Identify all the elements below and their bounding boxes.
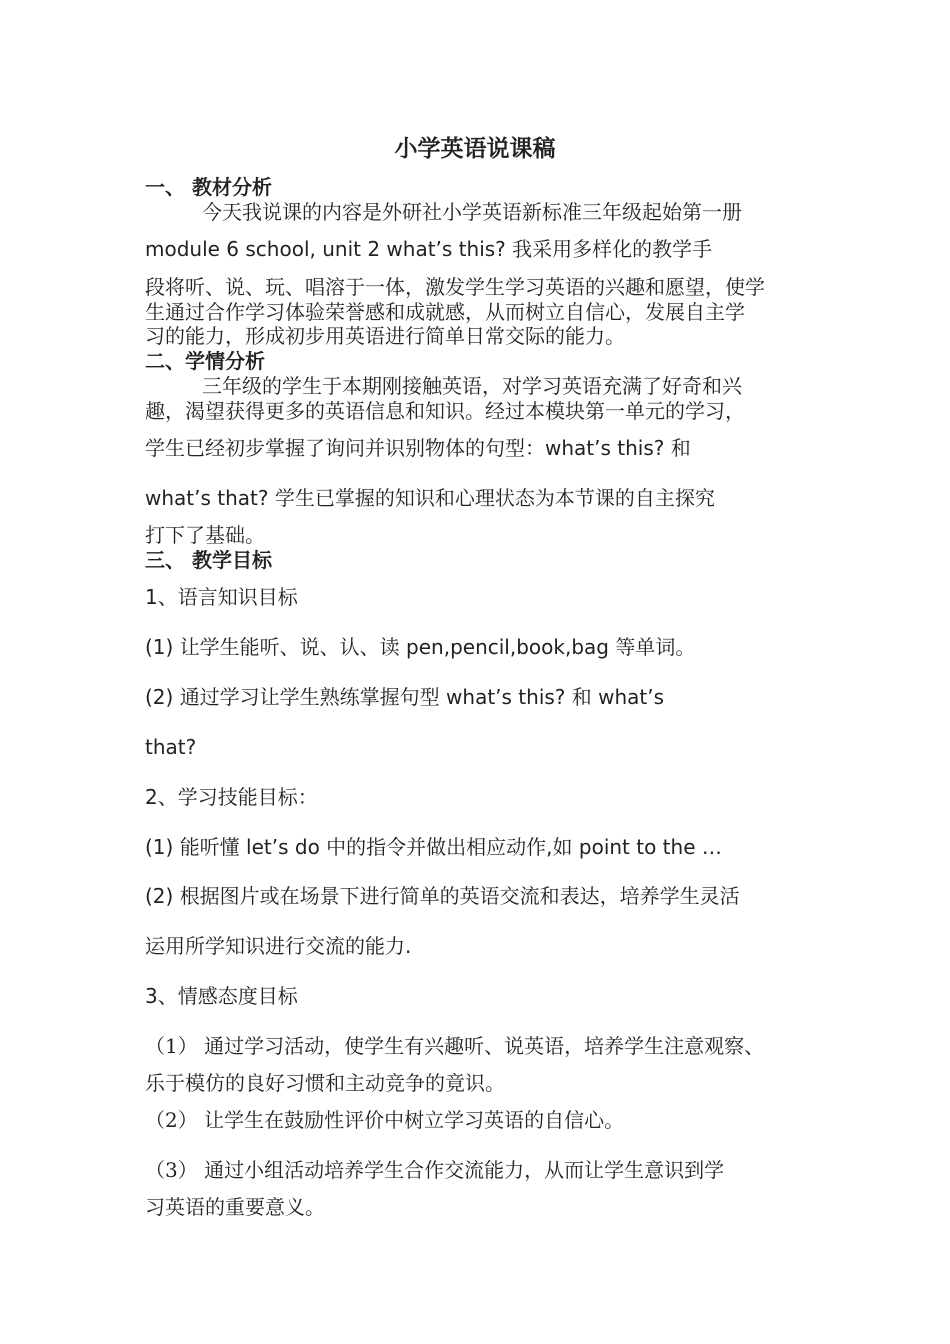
paragraph-line: 学生已经初步掌握了询问并识别物体的句型：what’s this? 和 bbox=[145, 436, 691, 460]
objective-line: that? bbox=[145, 735, 197, 759]
paragraph-line: 趣，渴望获得更多的英语信息和知识。经过本模块第一单元的学习， bbox=[145, 399, 745, 423]
section-heading-learner-analysis: 二、学情分析 bbox=[145, 349, 265, 373]
paragraph-line: 打下了基础。 bbox=[145, 523, 265, 547]
paragraph-line: 段将听、说、玩、唱溶于一体，激发学生学习英语的兴趣和愿望，使学 bbox=[145, 275, 765, 299]
objective-line: (1) 让学生能听、说、认、读 pen,pencil,book,bag 等单词。 bbox=[145, 635, 696, 659]
objective-line: 3、情感态度目标 bbox=[145, 984, 298, 1008]
objective-line: (2) 通过学习让学生熟练掌握句型 what’s this? 和 what’s bbox=[145, 685, 665, 709]
objective-line: 乐于模仿的良好习惯和主动竞争的竟识。 bbox=[145, 1071, 505, 1095]
paragraph-line: 习的能力，形成初步用英语进行简单日常交际的能力。 bbox=[145, 324, 625, 348]
paragraph-line: 生通过合作学习体验荣誉感和成就感，从而树立自信心，发展自主学 bbox=[145, 300, 745, 324]
objective-line: （1） 通过学习活动，使学生有兴趣听、说英语，培养学生注意观察、 bbox=[145, 1034, 765, 1058]
objective-line: 运用所学知识进行交流的能力. bbox=[145, 934, 412, 958]
objective-line: （2） 让学生在鼓励性评价中树立学习英语的自信心。 bbox=[145, 1108, 625, 1132]
objective-line: （3） 通过小组活动培养学生合作交流能力，从而让学生意识到学 bbox=[145, 1158, 725, 1182]
paragraph-line: 三年级的学生于本期刚接触英语，对学习英语充满了好奇和兴 bbox=[202, 374, 742, 398]
objective-line: 习英语的重要意义。 bbox=[145, 1195, 325, 1219]
section-heading-teaching-objectives: 三、 教学目标 bbox=[145, 548, 272, 572]
section-heading-textbook-analysis: 一、 教材分析 bbox=[145, 175, 272, 199]
document-title: 小学英语说课稿 bbox=[394, 135, 556, 162]
objective-line: 1、语言知识目标 bbox=[145, 585, 298, 609]
paragraph-line: module 6 school, unit 2 what’s this? 我采用多样化的教学手 bbox=[145, 237, 713, 261]
objective-line: 2、学习技能目标： bbox=[145, 785, 318, 809]
paragraph-line: what’s that? 学生已掌握的知识和心理状态为本节课的自主探究 bbox=[145, 486, 715, 510]
objective-line: (1) 能听懂 let’s do 中的指令并做出相应动作,如 point to the … bbox=[145, 835, 722, 859]
objective-line: (2) 根据图片或在场景下进行简单的英语交流和表达，培养学生灵活 bbox=[145, 884, 740, 908]
paragraph-line: 今天我说课的内容是外研社小学英语新标准三年级起始第一册 bbox=[202, 200, 742, 224]
